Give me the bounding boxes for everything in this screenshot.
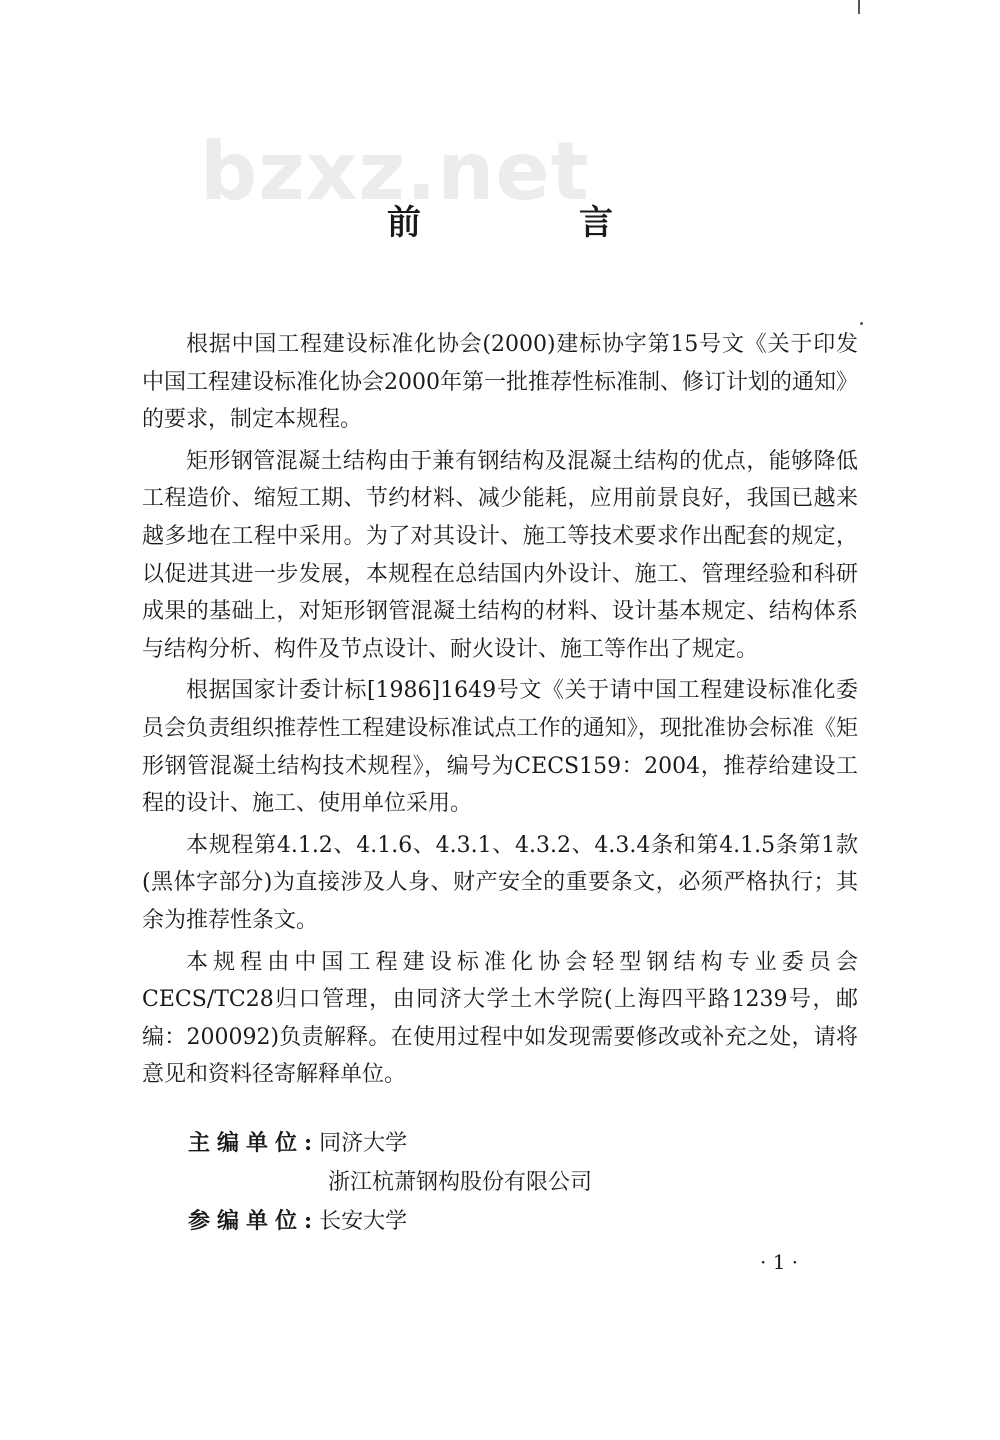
- chief-editor-label: 主编单位:: [188, 1130, 320, 1156]
- chief-editor-unit-1: 同济大学: [319, 1131, 408, 1156]
- page-title: 前 言: [387, 203, 675, 243]
- paragraph-1: 根据中国工程建设标准化协会(2000)建标协字第15号文《关于印发中国工程建设标准化协会2000年第一批推荐性标准制、修订计划的通知》的要求，制定本规程。: [142, 332, 858, 433]
- scan-speck: [860, 322, 863, 325]
- chief-editor-unit-2: 浙江杭萧钢构股份有限公司: [328, 1170, 593, 1195]
- chief-editor-line: [188, 1132, 407, 1155]
- paragraph-2: 矩形钢管混凝土结构由于兼有钢结构及混凝土结构的优点，能够降低工程造价、缩短工期、节约材料、减少能耗，应用前景良好，我国已越来越多地在工程中采用。为了对其设计、施工等技术要求作出配套的规定，以促进其进一步发展，本规程在总结国内外设计、施工、管理经验和科研成果的基础上，对矩形钢管混凝土结构的材料、设计基本规定、结构体系与结构分析、构件及节点设计、耐火设计、施工等作出了规定。: [142, 448, 858, 662]
- chief-editor-unit-2-line: [328, 1172, 592, 1194]
- participant-label: 参编单位:: [188, 1208, 320, 1234]
- paragraph-5: 本规程由中国工程建设标准化协会轻型钢结构专业委员会CECS/TC28归口管理，由同济大学土木学院(上海四平路1239号，邮编：200092)负责解释。在使用过程中如发现需要修改或补充之处，请将意见和资料径寄解释单位。: [142, 949, 858, 1088]
- page-number: · 1 ·: [760, 1250, 799, 1274]
- watermark-text: bzxz.net: [200, 125, 590, 218]
- paragraph-4: 本规程第4.1.2、4.1.6、4.3.1、4.3.2、4.3.4条和第4.1.5条第1款(黑体字部分)为直接涉及人身、财产安全的重要条文，必须严格执行；其余为推荐性条文。: [142, 832, 858, 933]
- participant-unit-1: 长安大学: [319, 1209, 408, 1234]
- paragraph-3: 根据国家计委计标[1986]1649号文《关于请中国工程建设标准化委员会负责组织推荐性工程建设标准试点工作的通知》，现批准协会标准《矩形钢管混凝土结构技术规程》，编号为CECS159：2004，推荐给建设工程的设计、施工、使用单位采用。: [142, 678, 858, 817]
- scan-edge-mark: [858, 0, 860, 14]
- preface-body: [142, 326, 858, 1098]
- participant-line: [188, 1210, 407, 1233]
